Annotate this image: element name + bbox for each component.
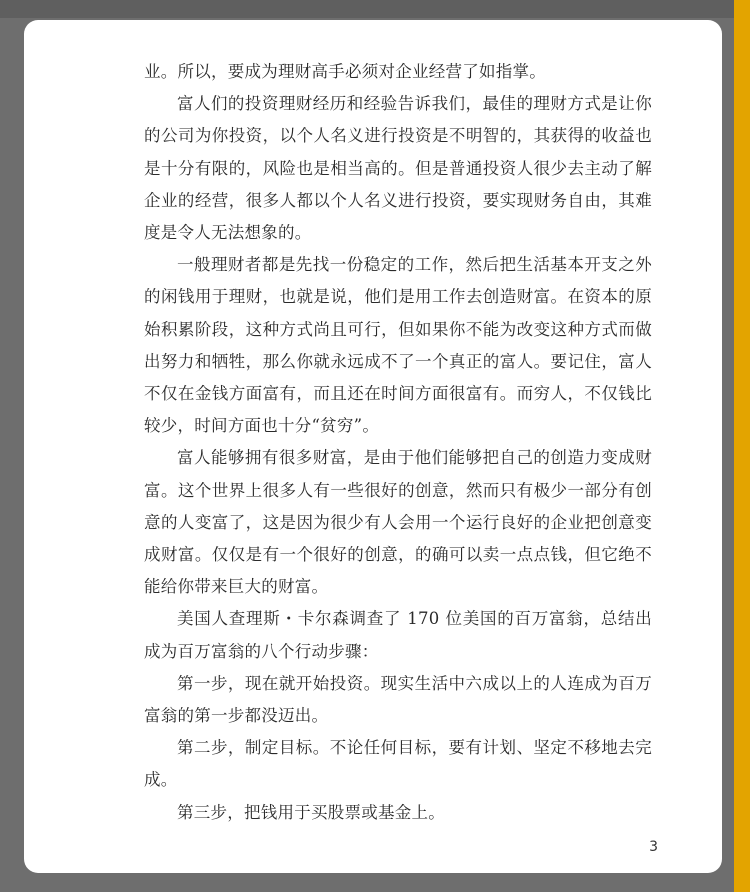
body-text (144, 56, 652, 829)
paragraph-step-2: 第二步，制定目标。不论任何目标，要有计划、坚定不移地去完成。 (144, 738, 652, 790)
paragraph: 富人能够拥有很多财富，是由于他们能够把自己的创造力变成财富。这个世界上很多人有一些很好的创意，然而只有极少一部分有创意的人变富了，这是因为很少有人会用一个运行良好的企业把创意变成财富。仅仅是有一个很好的创意，的确可以卖一点点钱，但它绝不能给你带来巨大的财富。 (144, 448, 652, 597)
paragraph: 富人们的投资理财经历和经验告诉我们，最佳的理财方式是让你的公司为你投资，以个人名义进行投资是不明智的，其获得的收益也是十分有限的，风险也是相当高的。但是普通投资人很少去主动了解企业的经营，很多人都以个人名义进行投资，要实现财务自由，其难度是令人无法想象的。 (144, 94, 652, 243)
paragraph-step-1: 第一步，现在就开始投资。现实生活中六成以上的人连成为百万富翁的第一步都没迈出。 (144, 673, 652, 726)
paragraph: 美国人查理斯・卡尔森调查了 170 位美国的百万富翁，总结出成为百万富翁的八个行动步骤： (144, 609, 652, 661)
frame-right-accent-bar (734, 0, 750, 892)
document-page (24, 20, 722, 873)
paragraph-step-3: 第三步，把钱用于买股票或基金上。 (177, 802, 445, 822)
page-number: 3 (649, 839, 658, 855)
frame-top-band (0, 0, 750, 18)
paragraph-continuation: 业。所以，要成为理财高手必须对企业经营了如指掌。 (144, 62, 546, 81)
paragraph: 一般理财者都是先找一份稳定的工作，然后把生活基本开支之外的闲钱用于理财，也就是说，他们是用工作去创造财富。在资本的原始积累阶段，这种方式尚且可行，但如果你不能为改变这种方式而做出努力和牺牲，那么你就永远成不了一个真正的富人。要记住，富人不仅在金钱方面富有，而且还在时间方面很富有。而穷人，不仅钱比较少，时间方面也十分“贫穷”。 (144, 255, 652, 436)
